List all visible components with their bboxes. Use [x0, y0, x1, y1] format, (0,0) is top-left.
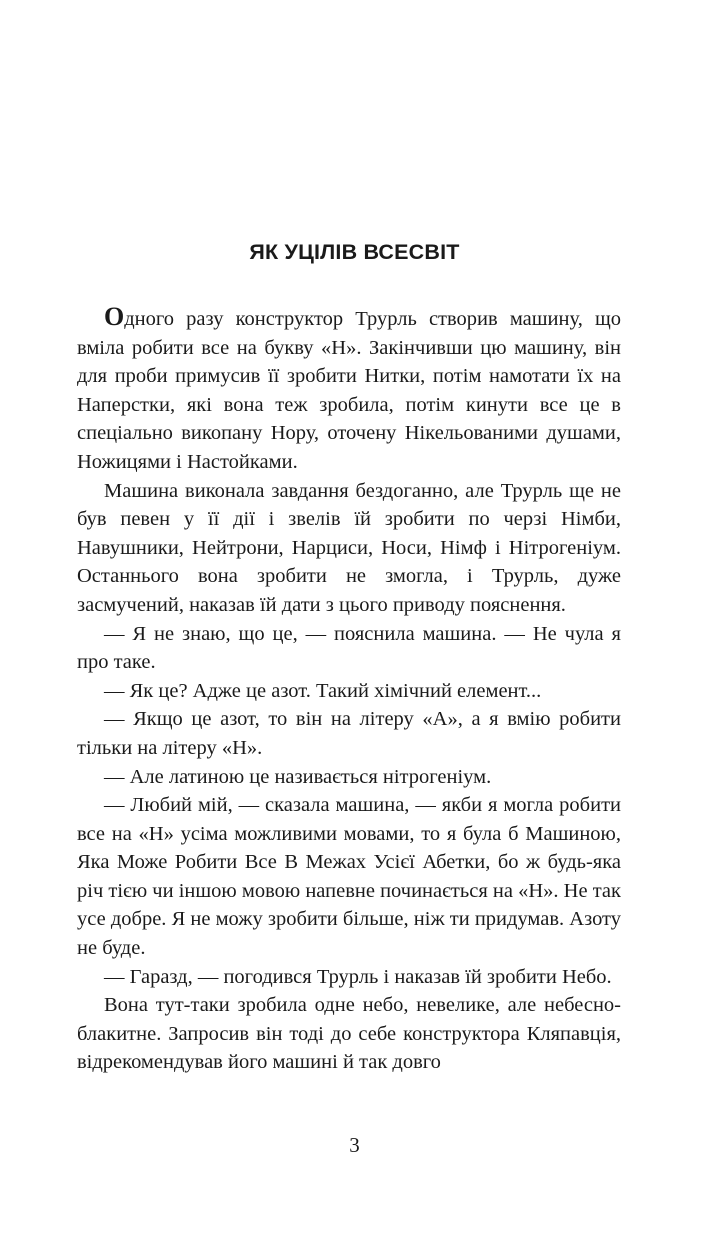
chapter-title: ЯК УЦІЛІВ ВСЕСВІТ [249, 240, 460, 264]
paragraph-7: — Любий мій, — сказала машина, — якби я могла робити все на «Н» усіма можливими мовами, то я була б Машиною, Яка Може Робити Все В Межах Усієї Абетки, бо ж будь-яка річ тією чи іншою мовою напевне починається на «Н». Не так усе добре. Я не можу зробити більше, ніж ти придумав. Азоту не буде. [77, 794, 621, 960]
paragraph-9: Вона тут-таки зробила одне небо, невелике, але небесно-блакитне. Запросив він тоді до себе конструктора Кляпавція, відрекомендував його машині й так довго [77, 994, 621, 1074]
drop-cap: О [104, 302, 125, 331]
paragraph-4: — Як це? Адже це азот. Такий хімічний елемент... [104, 679, 542, 702]
chapter-body [77, 303, 621, 1077]
paragraph-6: — Але латиною це називається нітрогеніум. [104, 765, 492, 788]
paragraph-1 [77, 303, 621, 477]
paragraph-2: Машина виконала завдання бездоганно, але Трурль ще не був певен у її дії і звелів їй зробити по черзі Німби, Навушники, Нейтрони, Нарциси, Носи, Німф і Нітрогеніум. Останнього вона зробити не змогла, і Трурль, дуже засмучений, наказав їй дати з цього приводу пояснення. [77, 479, 621, 616]
paragraph-1-text: дного разу конструктор Трурль створив машину, що вміла робити все на букву «Н». Закінчивши цю машину, він для проби примусив її зробити Нитки, потім намотати їх на Наперстки, які вона теж зробила, потім кинути все це в спеціально викопану Нору, оточену Нікельованими душами, Ножицями і Настойками. [77, 308, 621, 473]
paragraph-3: — Я не знаю, що це, — пояснила машина. — Не чула я про таке. [77, 622, 621, 674]
paragraph-8: — Гаразд, — погодився Трурль і наказав їй зробити Небо. [104, 965, 612, 988]
page-number: 3 [349, 1133, 360, 1157]
paragraph-5: — Якщо це азот, то він на літеру «А», а я вмію робити тільки на літеру «Н». [77, 708, 621, 759]
